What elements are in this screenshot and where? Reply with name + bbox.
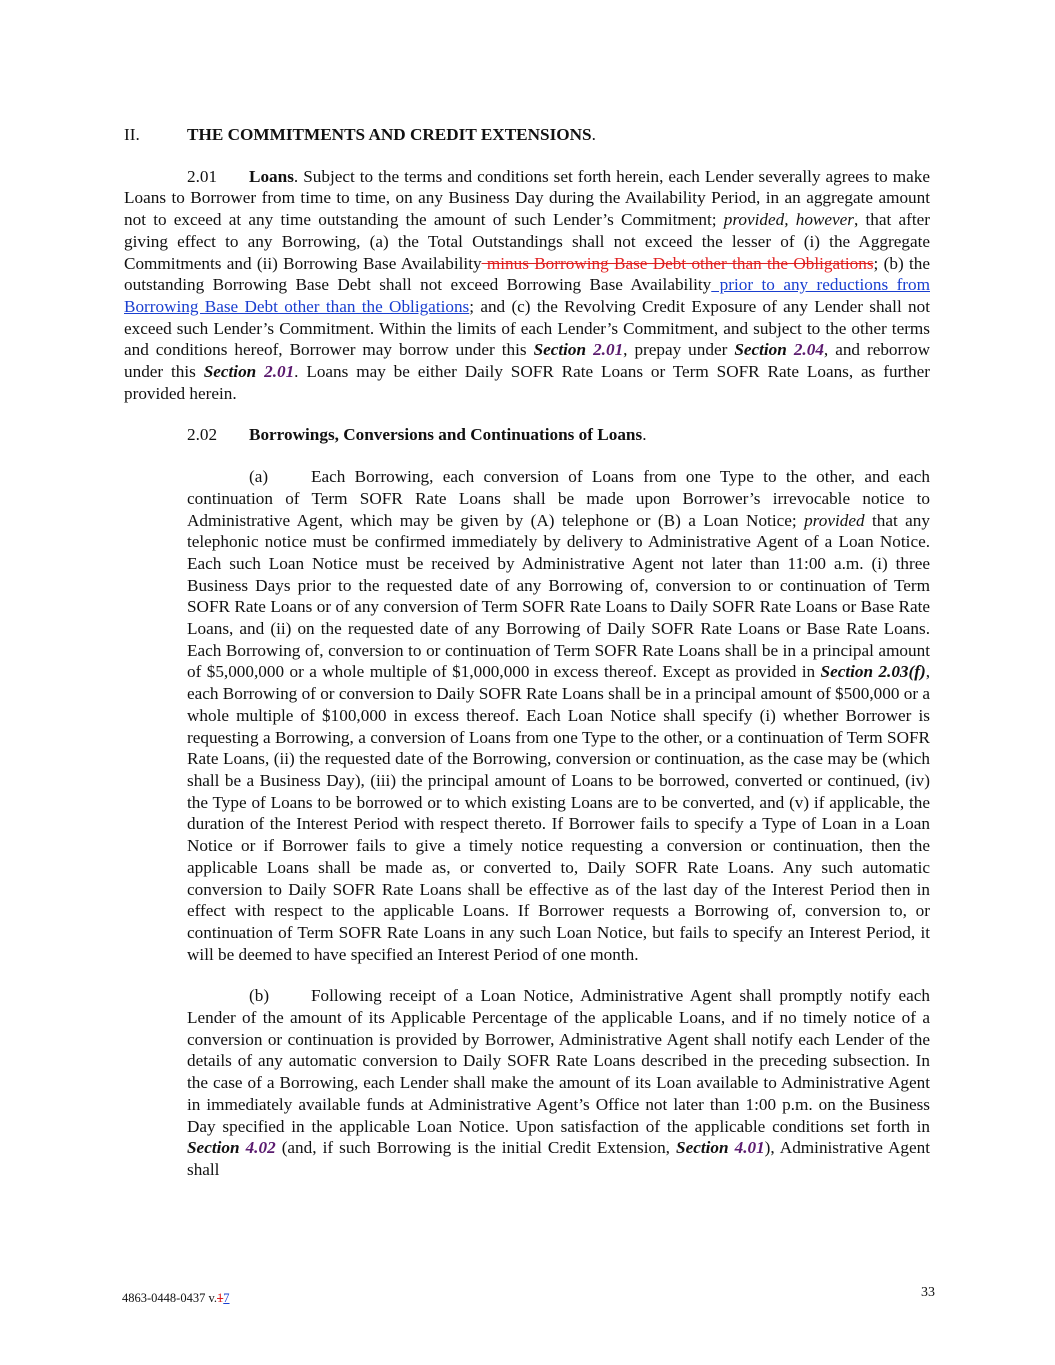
section-2-01: 2.01 Loans. Subject to the terms and conditions set forth herein, each Lender severally agrees to make Loans to Borrower from time to time, on any Business Day during the Availability Period, in an aggregate amount not to exceed at any time outstanding the amount of such Lender’s Commitment; provided, however, that after giving effect to any Borrowing, (a) the Total Outstandings shall not exceed the lesser of (i) the Aggregate Commitments and (ii) Borrowing Base Availability minus Borrowing Base Debt other than the Obligations; (b) the outstanding Borrowing Base Debt shall not exceed Borrowing Base Availability prior to any reductions from Borrowing Base Debt other than the Obligations; and (c) the Revolving Credit Exposure of any Lender shall not exceed such Lender’s Commitment. Within the limits of each Lender’s Commitment, and subject to the other terms and conditions hereof, Borrower may borrow under this Section 2.01, prepay under Section 2.04, and reborrow under this Section 2.01. Loans may be either Daily SOFR Rate Loans or Term SOFR Rate Loans, as further provided herein. xyxy=(124,166,931,403)
subsection-b: (b) Following receipt of a Loan Notice, Administrative Agent shall promptly notify each Lender of the amount of its Applicable Percentage of the applicable Loans, and if no timely notice of a conversion or continuation is provided by Borrower, Administrative Agent shall notify each Lender of the details of any automatic conversion to Daily SOFR Rate Loans described in the preceding subsection. In the case of a Borrowing, each Lender shall make the amount of its Loan available to Administrative Agent in immediately available funds at Administrative Agent’s Office not later than 1:00 p.m. on the Business Day specified in the applicable Loan Notice. Upon satisfaction of the applicable conditions set forth in Section 4.02 (and, if such Borrowing is the initial Credit Extension, Section 4.01), Administrative Agent shall xyxy=(187,986,931,1179)
section-reference: Section 4.01 xyxy=(676,1138,765,1158)
deleted-text: minus Borrowing Base Debt other than the Obligations xyxy=(481,253,874,273)
subsection-a: (a) Each Borrowing, each conversion of Loans from one Type to the other, and each continuation of Term SOFR Rate Loans shall be made upon Borrower’s irrevocable notice to Administrative Agent, which may be given by (A) telephone or (B) a Loan Notice; provided that any telephonic notice must be confirmed immediately by delivery to Administrative Agent of a Loan Notice. Each such Loan Notice must be received by Administrative Agent not later than 11:00 a.m. (i) three Business Days prior to the requested date of any Borrowing of, conversion to or continuation of Term SOFR Rate Loans or of any conversion of Term SOFR Rate Loans to Daily SOFR Rate Loans or Base Rate Loans, and (ii) on the requested date of any Borrowing of Daily SOFR Rate Loans or Base Rate Loans. Each Borrowing of, conversion to or continuation of Term SOFR Rate Loans shall be in a principal amount of $5,000,000 or a whole multiple of $1,000,000 in excess thereof. Except as provided in Section 2.03(f), each Borrowing of or conversion to Daily SOFR Rate Loans shall be in a principal amount of $500,000 or a whole multiple of $100,000 in excess thereof. Each Loan Notice shall specify (i) whether Borrower is requesting a Borrowing, a conversion of Loans from one Type to the other, or a continuation of Term SOFR Rate Loans, (ii) the requested date of the Borrowing, conversion or continuation, as the case may be (which shall be a Business Day), (iii) the principal amount of Loans to be borrowed, converted or continued, (iv) the Type of Loans to be borrowed or to which existing Loans are to be converted, and (v) if applicable, the duration of the Interest Period with respect thereto. If Borrower fails to specify a Type of Loan in a Loan Notice or if Borrower fails to give a timely notice requesting a conversion or continuation, then the applicable Loans shall be made as, or converted to, Daily SOFR Rate Loans. Any such automatic conversion to Daily SOFR Rate Loans shall be effective as of the last day of the Interest Period then in effect with respect to the applicable Loans. If Borrower requests a Borrowing of, conversion to, or continuation of Term SOFR Rate Loans in any such Loan Notice, but fails to specify an Interest Period, it will be deemed to have specified an Interest Period of one month. xyxy=(187,467,930,964)
section-number: 2.02 xyxy=(187,425,218,445)
inserted-text: prior to any reductions from Borrowing Base Debt other than the Obligations xyxy=(124,275,930,316)
section-heading: Loans xyxy=(249,166,294,186)
article-title: THE COMMITMENTS AND CREDIT EXTENSIONS xyxy=(187,125,592,144)
section-number: 2.01 xyxy=(187,166,218,186)
section-reference: Section 2.01 xyxy=(533,340,624,360)
inserted-version: 7 xyxy=(223,1291,230,1305)
section-reference: Section 2.01 xyxy=(203,362,295,382)
section-2-02-heading: 2.02 Borrowings, Conversions and Continuations of Loans. xyxy=(187,425,647,445)
subsection-label: (a) xyxy=(249,467,269,487)
page-number: 33 xyxy=(921,1285,935,1300)
section-heading: Borrowings, Conversions and Continuations of Loans xyxy=(249,425,643,445)
article-heading: II. THE COMMITMENTS AND CREDIT EXTENSIONS. xyxy=(124,125,596,144)
deleted-version: 1 xyxy=(217,1291,224,1305)
section-reference: Section 2.04 xyxy=(734,340,824,360)
section-reference: Section 2.03(f) xyxy=(820,662,926,682)
subsection-label: (b) xyxy=(249,986,270,1006)
document-page xyxy=(124,124,930,1201)
section-reference: Section 4.02 xyxy=(187,1138,276,1158)
document-id: 4863-0448-0437 v.17 xyxy=(122,1291,230,1305)
article-number: II. xyxy=(124,125,140,144)
